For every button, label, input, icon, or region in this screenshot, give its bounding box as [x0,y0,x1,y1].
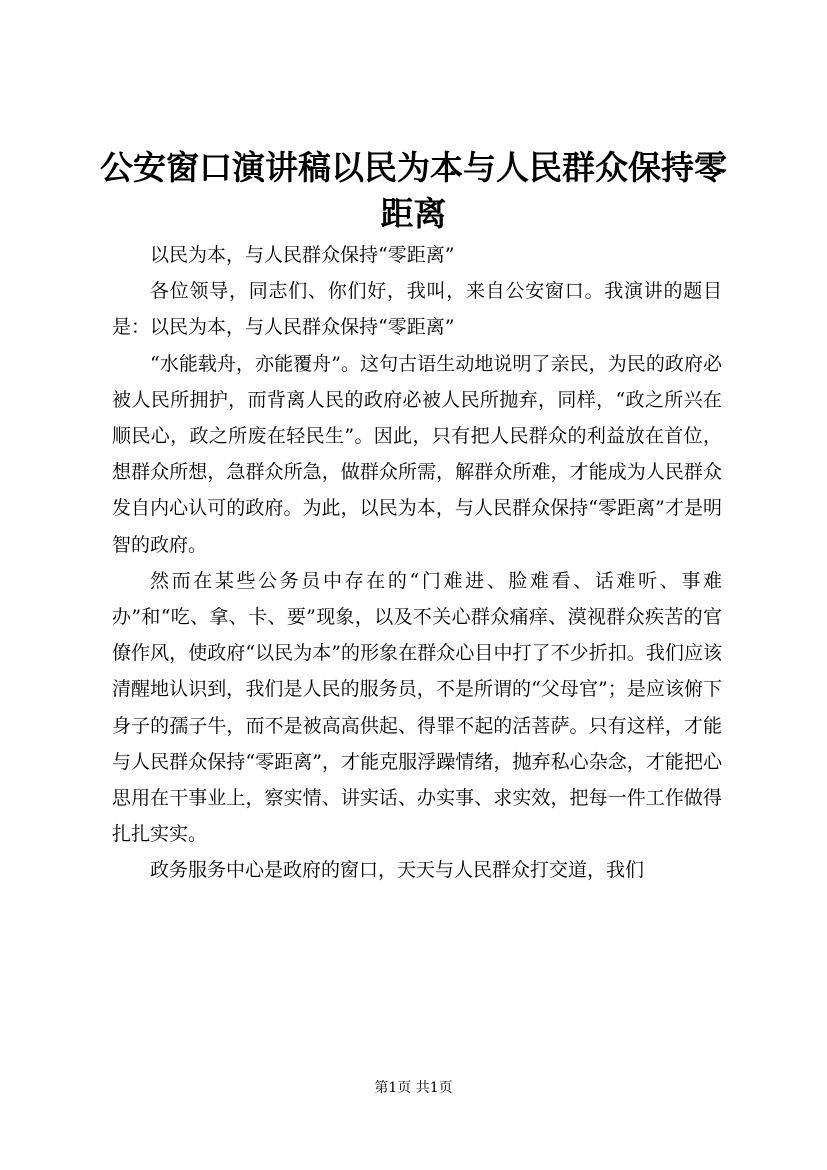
paragraph-problems: 然而在某些公务员中存在的“门难进、脸难看、话难听、事难办”和“吃、拿、卡、要”现象，以及不关心群众痛痒、漠视群众疾苦的官僚作风，使政府“以民为本”的形象在群众心目中打了不少折扣。我们应该清醒地认识到，我们是人民的服务员，不是所谓的“父母官”；是应该俯下身子的孺子牛，而不是被高高供起、得罪不起的活菩萨。只有这样，才能与人民群众保持“零距离”，才能克服浮躁情绪，抛弃私心杂念，才能把心思用在干事业上，察实情、讲实话、办实事、求实效，把每一件工作做得扎扎实实。 [112,569,722,846]
paragraph-greeting: 各位领导，同志们、你们好，我叫，来自公安窗口。我演讲的题目是：以民为本，与人民群众保持“零距离” [112,280,722,339]
paragraph-service-center: 政务服务中心是政府的窗口，天天与人民群众打交道，我们 [150,859,645,882]
document-title: 公安窗口演讲稿以民为本与人民群众保持零距离 [100,148,727,233]
page-footer: 第1页 共1页 [374,1080,453,1096]
paragraph-quote: “水能载舟，亦能覆舟”。这句古语生动地说明了亲民，为民的政府必被人民所拥护，而背离人民的政府必被人民所抛弃，同样，“政之所兴在顺民心，政之所废在轻民生”。因此，只有把人民群众的利益放在首位，想群众所想，急群众所急，做群众所需，解群众所难，才能成为人民群众发自内心认可的政府。为此，以民为本，与人民群众保持“零距离”才是明智的政府。 [112,352,722,556]
paragraph-subtitle: 以民为本，与人民群众保持“零距离” [150,244,455,266]
document-body [112,237,722,889]
